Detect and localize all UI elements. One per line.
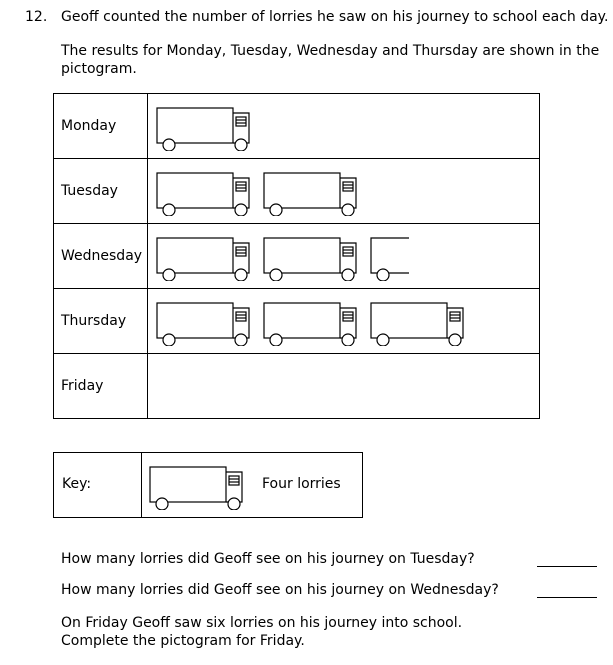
lorry-icon [263,298,363,350]
pictogram-row [54,354,540,419]
lorry-icon [370,298,470,350]
wednesday-answer-line[interactable] [537,597,597,598]
friday-instruction-2: Complete the pictogram for Friday. [61,633,305,649]
pictogram-row [54,94,540,159]
day-label: Monday [54,94,148,159]
lorry-cell [148,289,540,354]
lorry-cell [148,159,540,224]
wednesday-question: How many lorries did Geoff see on his journey on Wednesday? [61,582,499,598]
lorry-cell [148,94,540,159]
day-label: Friday [54,354,148,419]
lorry-icon [156,103,256,155]
day-label: Tuesday [54,159,148,224]
day-label: Thursday [54,289,148,354]
lorry-icon [263,233,363,285]
results-line-2: pictogram. [61,61,137,77]
partial-lorry-icon [370,233,410,285]
results-line-1: The results for Monday, Tuesday, Wednesday and Thursday are shown in the [61,43,600,59]
tuesday-question: How many lorries did Geoff see on his journey on Tuesday? [61,551,475,567]
pictogram-row [54,289,540,354]
day-label: Wednesday [54,224,148,289]
tuesday-answer-line[interactable] [537,566,597,567]
question-intro: Geoff counted the number of lorries he saw on his journey to school each day. [61,9,609,25]
question-number: 12. [25,9,48,25]
lorry-icon [263,168,363,220]
lorry-cell[interactable] [148,354,540,419]
lorry-icon [156,298,256,350]
pictogram-key [53,452,363,518]
lorry-cell [148,224,540,289]
friday-instruction-1: On Friday Geoff saw six lorries on his journey into school. [61,615,463,631]
key-label: Key: [62,476,92,492]
key-value: Four lorries [262,476,341,492]
lorry-icon [156,168,256,220]
pictogram-row [54,224,540,289]
lorry-icon [156,233,256,285]
key-lorry-icon [149,462,249,514]
pictogram-table [53,93,540,419]
pictogram-row [54,159,540,224]
